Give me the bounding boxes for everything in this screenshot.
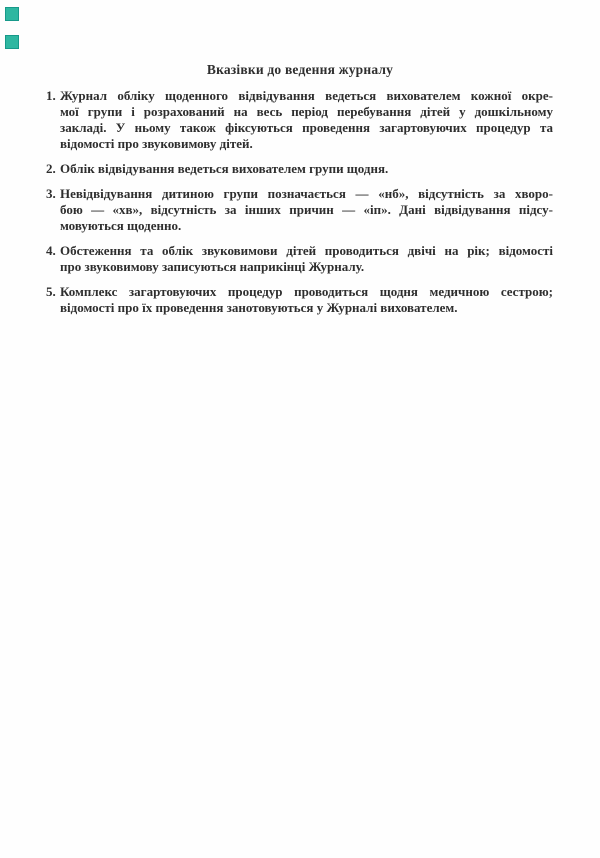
item-text-line: Журнал обліку щоденного відвідування ведеться вихователем кожної окре- (60, 88, 553, 103)
item-text-line: мої групи і розрахований на весь період перебування дітей у дошкільному (60, 104, 553, 119)
item-text-line: Невідвідування дитиною групи позначається — «нб», відсутність за хворо- (60, 186, 553, 201)
list-item (46, 88, 553, 152)
item-text (60, 161, 553, 177)
item-number: 1. (46, 88, 56, 103)
item-text (60, 284, 553, 316)
item-number: 4. (46, 243, 56, 258)
item-text-line: закладі. У ньому також фіксуються проведення загартовуючих процедур та (60, 120, 553, 135)
item-text-line: Обстеження та облік звуковимови дітей проводиться двічі на рік; відомості (60, 243, 553, 258)
list-item (46, 186, 553, 234)
corner-marker-bottom (5, 35, 19, 49)
item-text (60, 243, 553, 275)
item-text-line: Комплекс загартовуючих процедур проводиться щодня медичною сестрою; (60, 284, 553, 299)
list-item (46, 243, 553, 275)
item-text (60, 88, 553, 152)
list-item (46, 284, 553, 316)
corner-marker-top (5, 7, 19, 21)
page-title: Вказівки до ведення журналу (206, 62, 394, 77)
item-number: 5. (46, 284, 56, 299)
item-text-line: відомості про їх проведення занотовуються у Журналі вихователем. (60, 300, 458, 315)
item-text-line: Облік відвідування ведеться вихователем групи щодня. (60, 161, 389, 176)
item-text (60, 186, 553, 234)
item-text-line: бою — «хв», відсутність за інших причин — «іп». Дані відвідування підсу- (60, 202, 553, 217)
list-item (46, 161, 553, 177)
instructions-list (46, 88, 553, 325)
item-number: 3. (46, 186, 56, 201)
item-text-line: про звуковимову записуються наприкінці Журналу. (60, 259, 365, 274)
item-text-line: мовуються щоденно. (60, 218, 182, 233)
item-text-line: відомості про звуковимову дітей. (60, 136, 253, 151)
item-number: 2. (46, 161, 56, 176)
